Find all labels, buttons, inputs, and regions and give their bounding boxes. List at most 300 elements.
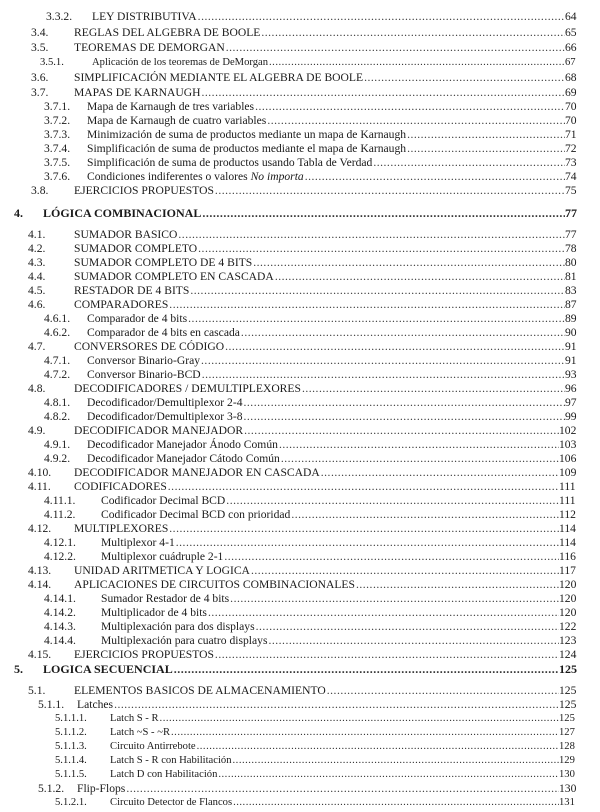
- dot-leader: [208, 606, 559, 620]
- toc-entry-number: 3.7.6.: [44, 170, 71, 183]
- toc-entry-page: 73: [565, 156, 577, 169]
- toc-entry-title: [101, 606, 559, 620]
- toc-entry-title: [110, 712, 559, 726]
- dot-leader: [364, 71, 565, 85]
- toc-entry-number: 4.15.: [28, 648, 52, 661]
- toc-entry-page: 77: [565, 228, 577, 241]
- dot-leader: [269, 56, 565, 70]
- dot-leader: [114, 698, 559, 712]
- toc-entry-title-text: Conversor Binario-Gray: [87, 354, 201, 367]
- toc-entry-title: [74, 340, 565, 354]
- toc-entry[interactable]: [0, 698, 600, 712]
- toc-entry-page: 81: [565, 270, 577, 283]
- dot-leader: [279, 438, 559, 452]
- toc-entry-page: 65: [565, 26, 577, 39]
- dot-leader: [356, 578, 559, 592]
- toc-entry-title: [101, 508, 559, 522]
- toc-entry-title-text: SUMADOR COMPLETO DE 4 BITS: [74, 256, 253, 269]
- toc-entry[interactable]: [0, 354, 600, 368]
- toc-entry-title-text: Codificador Decimal BCD: [101, 494, 226, 507]
- toc-entry[interactable]: [0, 684, 600, 698]
- toc-entry-number: 5.1.1.2.: [55, 727, 87, 738]
- toc-entry-page: 109: [559, 466, 577, 479]
- dot-leader: [225, 340, 565, 354]
- toc-entry[interactable]: [0, 270, 600, 284]
- toc-entry-number: 4.7.2.: [44, 368, 71, 381]
- toc-entry-title-text: Mapa de Karnaugh de cuatro variables: [87, 114, 267, 127]
- toc-entry-number: 4.12.1.: [44, 536, 76, 549]
- dot-leader: [241, 326, 565, 340]
- toc-entry-title: [87, 128, 565, 142]
- toc-entry-number: 4.11.: [28, 480, 51, 493]
- toc-entry-title-text: Latch S - R: [110, 713, 159, 724]
- toc-entry[interactable]: [0, 466, 600, 480]
- toc-entry-page: 83: [565, 284, 577, 297]
- toc-entry-page: 120: [559, 592, 577, 605]
- toc-entry-page: 125: [559, 713, 575, 724]
- toc-entry-page: 127: [559, 727, 575, 738]
- toc-entry-page: 120: [559, 606, 577, 619]
- toc-entry[interactable]: [0, 606, 600, 620]
- toc-entry-number: 4.14.3.: [44, 620, 76, 633]
- dot-leader: [256, 620, 559, 634]
- toc-entry-page: 74: [565, 170, 577, 183]
- toc-entry-title-text: SIMPLIFICACIÓN MEDIANTE EL ALGEBRA DE BOOLE: [74, 71, 364, 84]
- toc-entry-title: [101, 620, 559, 634]
- toc-entry-number: 5.1.1.: [38, 698, 65, 711]
- toc-entry-title-text: TEOREMAS DE DEMORGAN: [74, 41, 225, 54]
- toc-entry[interactable]: [0, 452, 600, 466]
- toc-entry[interactable]: [0, 184, 600, 198]
- toc-entry-title-text: SUMADOR COMPLETO EN CASCADA: [74, 270, 274, 283]
- dot-leader: [198, 10, 565, 24]
- toc-entry-number: 4.14.1.: [44, 592, 76, 605]
- toc-entry-number: 4.13.: [28, 564, 52, 577]
- toc-entry-number: 3.5.1.: [40, 57, 64, 68]
- toc-entry-page: 114: [559, 522, 576, 535]
- dot-leader: [255, 100, 565, 114]
- dot-leader: [174, 662, 559, 676]
- toc-entry[interactable]: [0, 564, 600, 578]
- dot-leader: [226, 41, 565, 55]
- toc-entry-title: [74, 228, 565, 242]
- toc-entry-number: 5.1.1.3.: [55, 741, 87, 752]
- toc-entry-title-text: MULTIPLEXORES: [74, 522, 169, 535]
- toc-entry-title-text: Circuito Antirrebote: [110, 741, 196, 752]
- dot-leader: [233, 754, 559, 768]
- toc-entry-number: 4.12.2.: [44, 550, 76, 563]
- toc-entry-title-text: Decodificador Manejador Ánodo Común: [87, 438, 278, 451]
- toc-entry-page: 68: [565, 71, 577, 84]
- dot-leader: [201, 354, 565, 368]
- toc-entry-number: 4.14.2.: [44, 606, 76, 619]
- toc-entry-title: [74, 382, 565, 396]
- toc-entry[interactable]: [0, 26, 600, 40]
- dot-leader: [253, 256, 565, 270]
- toc-entry-title-text: Latch D con Habilitación: [110, 769, 218, 780]
- toc-entry[interactable]: [0, 86, 600, 100]
- toc-entry[interactable]: [0, 438, 600, 452]
- toc-entry-title: [74, 522, 559, 536]
- toc-entry[interactable]: [0, 114, 600, 128]
- dot-leader: [160, 712, 559, 726]
- toc-entry-title-text: COMPARADORES: [74, 298, 169, 311]
- toc-entry-title-text: DECODIFICADOR MANEJADOR: [74, 424, 244, 437]
- dot-leader: [268, 634, 559, 648]
- toc-entry-title: [43, 662, 559, 676]
- toc-entry-title: [101, 494, 559, 508]
- toc-entry-page: 116: [559, 550, 576, 563]
- toc-entry[interactable]: [0, 298, 600, 312]
- toc-entry-page: 89: [565, 312, 577, 325]
- toc-entry-title-text: CODIFICADORES: [74, 480, 167, 493]
- toc-entry[interactable]: [0, 740, 600, 754]
- toc-entry-title-text: Decodificador/Demultiplexor 2-4: [87, 396, 243, 409]
- toc-entry-title-text: Comparador de 4 bits en cascada: [87, 326, 240, 339]
- toc-entry-title-text: ELEMENTOS BASICOS DE ALMACENAMIENTO: [74, 684, 326, 697]
- toc-entry-title: [87, 326, 565, 340]
- toc-entry-title-text: LÓGICA COMBINACIONAL: [43, 206, 202, 220]
- dot-leader: [373, 156, 565, 170]
- toc-entry[interactable]: [0, 550, 600, 564]
- toc-entry-page: 71: [565, 128, 577, 141]
- toc-entry-page: 72: [565, 142, 577, 155]
- toc-entry[interactable]: [0, 142, 600, 156]
- dot-leader: [198, 242, 565, 256]
- toc-entry[interactable]: [0, 228, 600, 242]
- toc-entry-title: [87, 354, 565, 368]
- toc-entry-number: 4.6.1.: [44, 312, 71, 325]
- dot-leader: [302, 382, 565, 396]
- toc-entry-title-text: Circuito Detector de Flancos: [110, 797, 233, 808]
- toc-entry-page: 80: [565, 256, 577, 269]
- toc-entry-title-text: Latches: [77, 698, 114, 711]
- toc-entry-title-text: Condiciones indiferentes o valores: [87, 170, 251, 183]
- toc-entry-page: 67: [565, 57, 576, 68]
- toc-entry[interactable]: [0, 256, 600, 270]
- toc-entry[interactable]: [0, 712, 600, 726]
- toc-entry-title-text: Simplificación de suma de productos usando Tabla de Verdad: [87, 156, 373, 169]
- toc-entry-title: [74, 184, 565, 198]
- toc-entry-title: [74, 466, 559, 480]
- toc-entry[interactable]: [0, 796, 600, 810]
- toc-entry-title-text: CONVERSORES DE CÓDIGO: [74, 340, 225, 353]
- toc-entry[interactable]: [0, 726, 600, 740]
- toc-entry-title: [74, 256, 565, 270]
- toc-entry-title-text: Multiplexación para cuatro displays: [101, 634, 268, 647]
- dot-leader: [202, 206, 565, 220]
- toc-entry-page: 102: [559, 424, 577, 437]
- toc-entry[interactable]: [0, 100, 600, 114]
- toc-entry-title-text: Decodificador Manejador Cátodo Común: [87, 452, 280, 465]
- toc-entry-title-text: Multiplicador de 4 bits: [101, 606, 207, 619]
- toc-entry[interactable]: [0, 156, 600, 170]
- toc-entry-number: 3.6.: [31, 71, 49, 84]
- toc-entry-number: 3.7.5.: [44, 156, 71, 169]
- toc-entry-title: [87, 100, 565, 114]
- toc-entry-number: 5.: [14, 662, 23, 676]
- toc-entry-number: 4.7.: [28, 340, 46, 353]
- toc-entry-page: 99: [565, 410, 577, 423]
- toc-entry-number: 3.7.3.: [44, 128, 71, 141]
- dot-leader: [215, 184, 565, 198]
- toc-entry[interactable]: [0, 242, 600, 256]
- toc-entry-title-italic: No importa: [250, 170, 304, 183]
- toc-entry-number: 3.7.1.: [44, 100, 71, 113]
- toc-entry[interactable]: [0, 648, 600, 662]
- toc-entry-number: 4.12.: [28, 522, 52, 535]
- toc-entry-number: 4.11.2.: [44, 508, 76, 521]
- dot-leader: [169, 298, 565, 312]
- toc-entry-title: [74, 578, 559, 592]
- toc-entry[interactable]: [0, 340, 600, 354]
- toc-entry-number: 3.7.4.: [44, 142, 71, 155]
- toc-entry-title-text: UNIDAD ARITMETICA Y LOGICA: [74, 564, 250, 577]
- toc-entry-title-text: REGLAS DEL ALGEBRA DE BOOLE: [74, 26, 261, 39]
- toc-entry-number: 5.1.1.4.: [55, 755, 87, 766]
- toc-entry-title: [101, 592, 559, 606]
- toc-entry-title-text: Comparador de 4 bits: [87, 312, 188, 325]
- toc-entry-title-text: Conversor Binario-BCD: [87, 368, 201, 381]
- toc-entry-title-text: Multiplexor cuádruple 2-1: [101, 550, 224, 563]
- toc-entry-title: [110, 754, 559, 768]
- toc-entry[interactable]: [0, 634, 600, 648]
- toc-entry-number: 3.8.: [31, 184, 49, 197]
- toc-entry-page: 64: [565, 10, 577, 23]
- toc-entry-page: 87: [565, 298, 577, 311]
- toc-entry[interactable]: [0, 170, 600, 184]
- toc-entry-page: 106: [559, 452, 577, 465]
- toc-entry[interactable]: [0, 480, 600, 494]
- toc-entry[interactable]: [0, 424, 600, 438]
- toc-entry-page: 129: [559, 755, 575, 766]
- dot-leader: [233, 796, 559, 810]
- dot-leader: [197, 740, 559, 754]
- toc-entry-page: 96: [565, 382, 577, 395]
- toc-entry-number: 4.10.: [28, 466, 52, 479]
- toc-entry-number: 4.9.2.: [44, 452, 71, 465]
- toc-entry[interactable]: [0, 494, 600, 508]
- toc-entry-number: 5.1.: [28, 684, 46, 697]
- dot-leader: [261, 26, 565, 40]
- toc-entry-page: 91: [565, 340, 577, 353]
- toc-entry-page: 125: [559, 662, 577, 676]
- toc-entry-number: 3.5.: [31, 41, 49, 54]
- toc-entry-number: 4.9.1.: [44, 438, 71, 451]
- toc-entry-title: [74, 284, 565, 298]
- toc-entry-title: [74, 648, 559, 662]
- toc-entry-page: 77: [565, 206, 577, 220]
- toc-entry-title: [87, 114, 565, 128]
- toc-entry-title: [77, 698, 559, 712]
- toc-entry[interactable]: [0, 522, 600, 536]
- dot-leader: [169, 522, 559, 536]
- dot-leader: [176, 536, 559, 550]
- toc-entry-title-text: Decodificador/Demultiplexor 3-8: [87, 410, 243, 423]
- toc-entry-title-text: Aplicación de los teoremas de DeMorgan: [92, 57, 269, 68]
- dot-leader: [202, 368, 565, 382]
- toc-entry-title: [43, 206, 565, 220]
- toc-entry[interactable]: [0, 326, 600, 340]
- toc-entry-page: 75: [565, 184, 577, 197]
- toc-entry-title-text: Flip-Flops: [77, 782, 126, 795]
- toc-entry-number: 4.6.2.: [44, 326, 71, 339]
- dot-leader: [407, 142, 565, 156]
- toc-entry-number: 4.4.: [28, 270, 46, 283]
- toc-entry-number: 4.2.: [28, 242, 46, 255]
- toc-entry-page: 111: [559, 494, 576, 507]
- toc-entry-page: 70: [565, 114, 577, 127]
- toc-entry-page: 125: [559, 684, 577, 697]
- toc-entry-title-text: Latch S - R con Habilitación: [110, 755, 232, 766]
- toc-entry[interactable]: [0, 71, 600, 85]
- toc-entry-page: 123: [559, 634, 577, 647]
- toc-entry-page: 125: [559, 698, 577, 711]
- toc-entry-page: 90: [565, 326, 577, 339]
- toc-entry-title: [87, 156, 565, 170]
- toc-entry-title: [87, 410, 565, 424]
- dot-leader: [244, 396, 566, 410]
- dot-leader: [407, 128, 565, 142]
- toc-entry-title: [74, 480, 559, 494]
- toc-entry-number: 4.1.: [28, 228, 46, 241]
- toc-entry[interactable]: [0, 592, 600, 606]
- toc-entry-title: [74, 242, 565, 256]
- toc-entry-title: [87, 312, 565, 326]
- toc-entry[interactable]: [0, 382, 600, 396]
- toc-entry[interactable]: [0, 41, 600, 55]
- toc-entry[interactable]: [0, 368, 600, 382]
- toc-entry-title: [74, 424, 559, 438]
- toc-entry-title-text: Sumador Restador de 4 bits: [101, 592, 230, 605]
- toc-entry[interactable]: [0, 284, 600, 298]
- dot-leader: [201, 86, 565, 100]
- toc-entry-number: 4.5.: [28, 284, 46, 297]
- toc-entry-number: 4.8.2.: [44, 410, 71, 423]
- toc-entry-title: [74, 41, 565, 55]
- toc-entry-title: [92, 10, 565, 24]
- toc-entry[interactable]: [0, 312, 600, 326]
- dot-leader: [224, 550, 559, 564]
- toc-entry-title: [74, 26, 565, 40]
- toc-entry-title: [87, 142, 565, 156]
- toc-entry-page: 70: [565, 100, 577, 113]
- toc-entry-title: [92, 56, 565, 70]
- dot-leader: [178, 228, 565, 242]
- toc-entry-title: [74, 270, 565, 284]
- toc-entry-number: 3.7.2.: [44, 114, 71, 127]
- toc-entry-page: 122: [559, 620, 577, 633]
- toc-entry-title: [74, 564, 559, 578]
- toc-entry[interactable]: [0, 410, 600, 424]
- toc-entry[interactable]: [0, 662, 600, 676]
- toc-entry-title-text: Minimización de suma de productos mediante un mapa de Karnaugh: [87, 128, 407, 141]
- toc-entry[interactable]: [0, 206, 600, 220]
- toc-entry-title: [110, 726, 559, 740]
- toc-entry-title: [87, 368, 565, 382]
- toc-entry-number: 4.14.: [28, 578, 52, 591]
- toc-entry-title: [87, 452, 559, 466]
- dot-leader: [321, 466, 559, 480]
- toc-entry-page: 93: [565, 368, 577, 381]
- toc-entry-page: 128: [559, 741, 575, 752]
- toc-entry-page: 69: [565, 86, 577, 99]
- toc-entry-page: 91: [565, 354, 577, 367]
- toc-entry-title-text: Simplificación de suma de productos mediante el mapa de Karnaugh: [87, 142, 407, 155]
- dot-leader: [190, 284, 565, 298]
- dot-leader: [244, 424, 559, 438]
- toc-entry[interactable]: [0, 56, 600, 70]
- toc-entry[interactable]: [0, 508, 600, 522]
- toc-entry-number: 3.3.2.: [46, 10, 73, 23]
- toc-entry-title-text: Mapa de Karnaugh de tres variables: [87, 100, 255, 113]
- dot-leader: [226, 494, 559, 508]
- toc-entry[interactable]: [0, 782, 600, 796]
- toc-entry-title-text: MAPAS DE KARNAUGH: [74, 86, 201, 99]
- toc-entry-title: [110, 768, 559, 782]
- dot-leader: [291, 508, 559, 522]
- toc-entry-title-text: Multiplexor 4-1: [101, 536, 175, 549]
- dot-leader: [218, 768, 559, 782]
- toc-entry-number: 5.1.1.1.: [55, 713, 87, 724]
- toc-entry-page: 112: [559, 508, 576, 521]
- toc-entry-page: 114: [559, 536, 576, 549]
- toc-entry[interactable]: [0, 10, 600, 24]
- dot-leader: [215, 648, 559, 662]
- toc-entry-title-text: EJERCICIOS PROPUESTOS: [74, 184, 214, 197]
- toc-entry[interactable]: [0, 620, 600, 634]
- dot-leader: [244, 410, 566, 424]
- toc-entry-number: 4.: [14, 206, 23, 220]
- toc-entry-page: 97: [565, 396, 577, 409]
- dot-leader: [168, 480, 559, 494]
- toc-entry-title: [74, 298, 565, 312]
- toc-entry-number: 3.7.: [31, 86, 49, 99]
- dot-leader: [275, 270, 565, 284]
- toc-entry-title: [87, 396, 565, 410]
- toc-entry-title-text: DECODIFICADOR MANEJADOR EN CASCADA: [74, 466, 320, 479]
- toc-entry[interactable]: [0, 396, 600, 410]
- toc-entry-title-text: SUMADOR COMPLETO: [74, 242, 198, 255]
- toc-entry-number: 5.1.2.1.: [55, 797, 87, 808]
- toc-entry-title: [74, 684, 559, 698]
- toc-entry[interactable]: [0, 768, 600, 782]
- toc-entry-number: 5.1.1.5.: [55, 769, 87, 780]
- toc-entry[interactable]: [0, 578, 600, 592]
- toc-entry[interactable]: [0, 754, 600, 768]
- toc-entry-page: 78: [565, 242, 577, 255]
- toc-entry-title-text: LEY DISTRIBUTIVA: [92, 10, 197, 23]
- toc-entry[interactable]: [0, 536, 600, 550]
- toc-entry-page: 111: [559, 480, 576, 493]
- toc-entry-page: 66: [565, 41, 577, 54]
- toc-entry-page: 120: [559, 578, 577, 591]
- dot-leader: [251, 564, 559, 578]
- toc-entry-title: [101, 536, 559, 550]
- dot-leader: [267, 114, 565, 128]
- toc-entry[interactable]: [0, 128, 600, 142]
- toc-entry-title-text: DECODIFICADORES / DEMULTIPLEXORES: [74, 382, 301, 395]
- toc-entry-title-text: SUMADOR BASICO: [74, 228, 178, 241]
- dot-leader: [305, 170, 565, 184]
- toc-entry-number: 3.4.: [31, 26, 49, 39]
- toc-entry-title-text: RESTADOR DE 4 BITS: [74, 284, 190, 297]
- toc-entry-number: 4.7.1.: [44, 354, 71, 367]
- dot-leader: [126, 782, 559, 796]
- toc-entry-page: 103: [559, 438, 577, 451]
- toc-entry-title: [110, 740, 559, 754]
- toc-entry-title: [77, 782, 559, 796]
